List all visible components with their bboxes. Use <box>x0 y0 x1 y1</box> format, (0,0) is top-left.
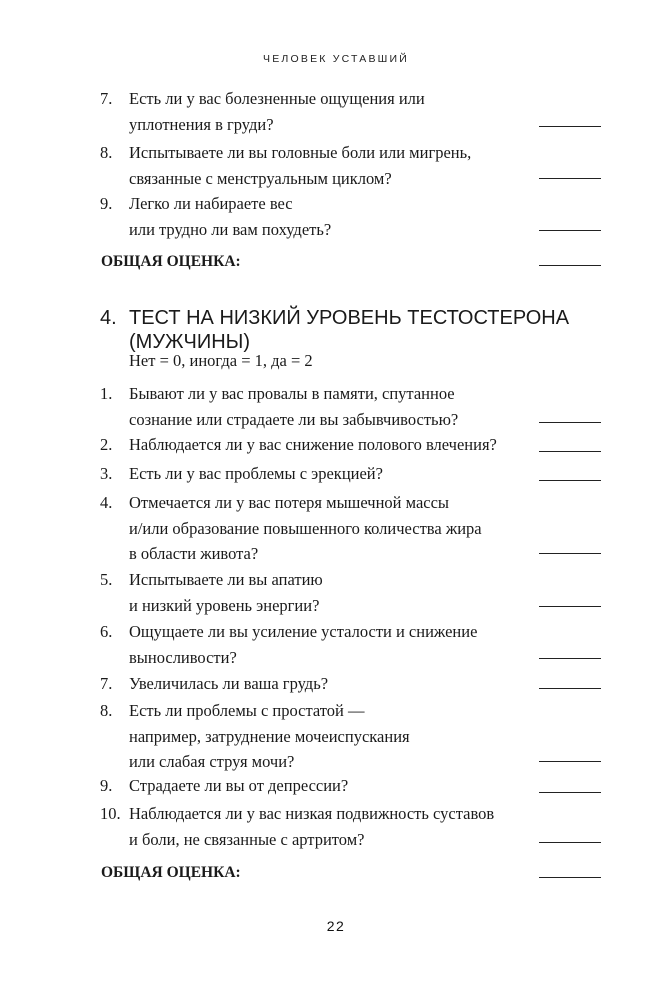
question-line: и низкий уровень энергии? <box>129 595 320 615</box>
section-number: 4. <box>100 307 117 329</box>
question-line: Легко ли набираете вес <box>129 194 293 213</box>
question-number: 9. <box>100 194 113 213</box>
question-line: Ощущаете ли вы усиление усталости и снижение <box>129 622 478 641</box>
answer-blank[interactable] <box>539 553 601 554</box>
answer-blank[interactable] <box>539 842 601 843</box>
question-text <box>129 86 544 137</box>
question-line: или слабая струя мочи? <box>129 752 295 771</box>
question-line: Наблюдается ли у вас снижение полового влечения? <box>129 435 497 454</box>
answer-blank[interactable] <box>539 761 601 762</box>
question-number: 9. <box>100 776 113 795</box>
running-head: ЧЕЛОВЕК УСТАВШИЙ <box>263 53 409 65</box>
question-line: Увеличилась ли ваша грудь? <box>129 674 329 693</box>
answer-blank[interactable] <box>539 606 601 607</box>
answer-blank[interactable] <box>539 126 601 127</box>
question-line: например, затруднение мочеиспускания <box>129 726 410 746</box>
question-text <box>129 490 544 567</box>
question-line: Бывают ли у вас провалы в памяти, спутанное <box>129 384 455 403</box>
question-text <box>129 619 544 670</box>
total-score-label: ОБЩАЯ ОЦЕНКА: <box>101 253 241 270</box>
section-title-line: ТЕСТ НА НИЗКИЙ УРОВЕНЬ ТЕСТОСТЕРОНА <box>129 307 570 329</box>
question-number: 7. <box>100 89 113 108</box>
question-text <box>129 140 544 191</box>
question-line: уплотнения в груди? <box>129 114 274 134</box>
question-line: и боли, не связанные с артритом? <box>129 829 365 849</box>
scoring-scale: Нет = 0, иногда = 1, да = 2 <box>129 351 313 370</box>
answer-blank[interactable] <box>539 658 601 659</box>
question-number: 8. <box>100 701 113 720</box>
question-line: Испытываете ли вы апатию <box>129 570 323 589</box>
section-title-line: (МУЖЧИНЫ) <box>129 331 251 353</box>
answer-blank[interactable] <box>539 480 601 481</box>
question-line: Испытываете ли вы головные боли или мигрень, <box>129 143 472 162</box>
question-number: 3. <box>100 464 113 483</box>
question-text <box>129 801 544 852</box>
question-number: 5. <box>100 570 113 589</box>
question-text <box>129 381 544 432</box>
question-line: и/или образование повышенного количества жира <box>129 518 482 538</box>
question-text <box>129 567 544 618</box>
answer-blank[interactable] <box>539 792 601 793</box>
answer-blank[interactable] <box>539 230 601 231</box>
question-line: сознание или страдаете ли вы забывчивостью? <box>129 409 459 429</box>
question-line: выносливости? <box>129 647 237 667</box>
page-number: 22 <box>326 918 346 934</box>
question-text <box>129 191 544 242</box>
question-line: Есть ли проблемы с простатой — <box>129 701 365 720</box>
question-text <box>129 461 544 487</box>
answer-blank[interactable] <box>539 451 601 452</box>
total-score-blank[interactable] <box>539 877 601 878</box>
section-title <box>129 306 569 354</box>
question-line: связанные с менструальным циклом? <box>129 168 392 188</box>
question-number: 1. <box>100 384 113 403</box>
total-score-label: ОБЩАЯ ОЦЕНКА: <box>101 864 241 881</box>
question-text <box>129 773 544 799</box>
question-number: 7. <box>100 674 113 693</box>
question-line: Отмечается ли у вас потеря мышечной массы <box>129 493 450 512</box>
total-score-blank[interactable] <box>539 265 601 266</box>
answer-blank[interactable] <box>539 178 601 179</box>
question-number: 6. <box>100 622 113 641</box>
question-line: Есть ли у вас болезненные ощущения или <box>129 89 425 108</box>
question-line: Наблюдается ли у вас низкая подвижность суставов <box>129 804 495 823</box>
answer-blank[interactable] <box>539 422 601 423</box>
question-text <box>129 671 544 697</box>
question-text <box>129 432 544 458</box>
question-number: 10. <box>100 804 121 823</box>
question-line: Есть ли у вас проблемы с эрекцией? <box>129 464 383 483</box>
question-line: в области живота? <box>129 544 259 563</box>
question-line: Страдаете ли вы от депрессии? <box>129 776 349 795</box>
question-number: 2. <box>100 435 113 454</box>
question-number: 8. <box>100 143 113 162</box>
question-text <box>129 698 544 775</box>
question-line: или трудно ли вам похудеть? <box>129 219 332 239</box>
answer-blank[interactable] <box>539 688 601 689</box>
question-number: 4. <box>100 493 113 512</box>
